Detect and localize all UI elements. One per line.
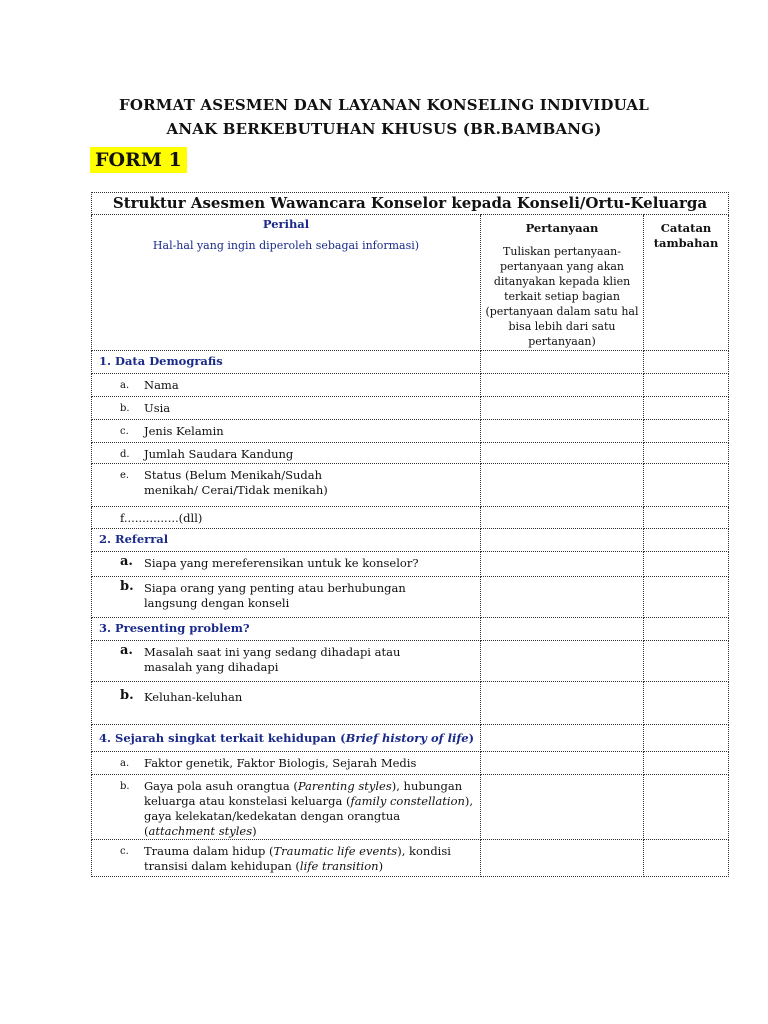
answer-cell[interactable] xyxy=(481,443,644,464)
list-item xyxy=(92,840,481,877)
note-cell[interactable] xyxy=(644,752,729,775)
list-item xyxy=(92,641,481,682)
structure-title: Struktur Asesmen Wawancara Konselor kepada Konseli/Ortu-Keluarga xyxy=(92,193,729,215)
answer-cell[interactable] xyxy=(481,577,644,618)
section-title: 1. Data Demografis xyxy=(92,351,481,374)
answer-cell[interactable] xyxy=(481,682,644,725)
document-title-line2: ANAK BERKEBUTUHAN KHUSUS (BR.BAMBANG) xyxy=(166,120,602,138)
answer-cell[interactable] xyxy=(481,840,644,877)
item-letter: a. xyxy=(120,758,130,769)
document-title-line1: FORMAT ASESMEN DAN LAYANAN KONSELING INDIVIDUAL xyxy=(119,96,649,114)
note-cell[interactable] xyxy=(644,775,729,840)
item-text: Keluhan-keluhan xyxy=(144,690,243,704)
list-item: f...............(dll) xyxy=(92,507,481,529)
list-item xyxy=(92,577,481,618)
perihal-label: Perihal xyxy=(262,217,310,231)
list-item xyxy=(92,420,481,443)
item-letter: e. xyxy=(120,470,130,481)
section-title-text: 4. Sejarah singkat terkait kehidupan ( xyxy=(99,731,346,745)
note-cell[interactable] xyxy=(644,618,729,641)
note-cell[interactable] xyxy=(644,351,729,374)
answer-cell[interactable] xyxy=(481,775,644,840)
answer-cell[interactable] xyxy=(481,618,644,641)
item-text: Trauma dalam hidup (Traumatic life events), kondisi transisi dalam kehidupan (life transition) xyxy=(144,844,451,873)
section-title: 2. Referral xyxy=(92,529,481,552)
item-letter: b. xyxy=(120,403,130,414)
item-text: Masalah saat ini yang sedang dihadapi atau masalah yang dihadapi xyxy=(144,645,401,674)
list-item xyxy=(92,374,481,397)
answer-cell[interactable] xyxy=(481,420,644,443)
note-cell[interactable] xyxy=(644,725,729,752)
note-cell[interactable] xyxy=(644,682,729,725)
note-cell[interactable] xyxy=(644,507,729,529)
list-item xyxy=(92,682,481,725)
assessment-table xyxy=(91,192,729,877)
item-text: Jumlah Saudara Kandung xyxy=(144,447,294,461)
item-letter: b. xyxy=(120,579,134,594)
note-cell[interactable] xyxy=(644,397,729,420)
answer-cell[interactable] xyxy=(481,552,644,577)
list-item xyxy=(92,775,481,840)
list-item xyxy=(92,443,481,464)
section-title-close: ) xyxy=(468,731,475,745)
answer-cell[interactable] xyxy=(481,752,644,775)
item-letter: a. xyxy=(120,643,133,658)
section-title: 3. Presenting problem? xyxy=(92,618,481,641)
list-item xyxy=(92,397,481,420)
answer-cell[interactable] xyxy=(481,641,644,682)
item-text: Gaya pola asuh orangtua (Parenting styles), hubungan keluarga atau konstelasi keluarga (family constellation), gaya kelekatan/kedekatan dengan orangtua (attachment styles) xyxy=(144,779,474,838)
perihal-subtitle: Hal-hal yang ingin diperoleh sebagai informasi) xyxy=(152,239,420,252)
note-cell[interactable] xyxy=(644,529,729,552)
item-letter: b. xyxy=(120,781,130,792)
catatan-header: Catatan tambahan xyxy=(644,215,729,351)
item-letter: a. xyxy=(120,554,133,569)
note-cell[interactable] xyxy=(644,443,729,464)
list-item xyxy=(92,552,481,577)
answer-cell[interactable] xyxy=(481,725,644,752)
item-letter: c. xyxy=(120,846,129,857)
note-cell[interactable] xyxy=(644,552,729,577)
note-cell[interactable] xyxy=(644,464,729,507)
item-text: Siapa yang mereferensikan untuk ke konselor? xyxy=(144,556,419,570)
item-text: Nama xyxy=(144,378,179,392)
item-text: Jenis Kelamin xyxy=(144,424,224,438)
list-item xyxy=(92,464,481,507)
answer-cell[interactable] xyxy=(481,529,644,552)
item-text: Usia xyxy=(144,401,171,415)
answer-cell[interactable] xyxy=(481,351,644,374)
item-text: Status (Belum Menikah/Sudah menikah/ Cerai/Tidak menikah) xyxy=(144,468,328,497)
answer-cell[interactable] xyxy=(481,397,644,420)
pertanyaan-header xyxy=(481,215,644,351)
item-text: Siapa orang yang penting atau berhubungan langsung dengan konseli xyxy=(144,581,406,610)
answer-cell[interactable] xyxy=(481,464,644,507)
note-cell[interactable] xyxy=(644,374,729,397)
pertanyaan-label: Pertanyaan xyxy=(525,221,599,235)
item-letter: b. xyxy=(120,688,134,703)
section-title xyxy=(92,725,481,752)
note-cell[interactable] xyxy=(644,420,729,443)
item-letter: c. xyxy=(120,426,129,437)
note-cell[interactable] xyxy=(644,840,729,877)
note-cell[interactable] xyxy=(644,641,729,682)
item-letter: d. xyxy=(120,449,130,460)
list-item xyxy=(92,752,481,775)
answer-cell[interactable] xyxy=(481,374,644,397)
perihal-header xyxy=(92,215,481,351)
note-cell[interactable] xyxy=(644,577,729,618)
form-label: FORM 1 xyxy=(90,147,187,173)
answer-cell[interactable] xyxy=(481,507,644,529)
pertanyaan-description: Tuliskan pertanyaan-pertanyaan yang akan ditanyakan kepada klien terkait setiap bagian (pertanyaan dalam satu hal bisa lebih dari satu pertanyaan) xyxy=(485,245,639,348)
item-text: Faktor genetik, Faktor Biologis, Sejarah Medis xyxy=(144,756,417,770)
section-title-italic: Brief history of life xyxy=(345,731,469,745)
item-letter: a. xyxy=(120,380,130,391)
